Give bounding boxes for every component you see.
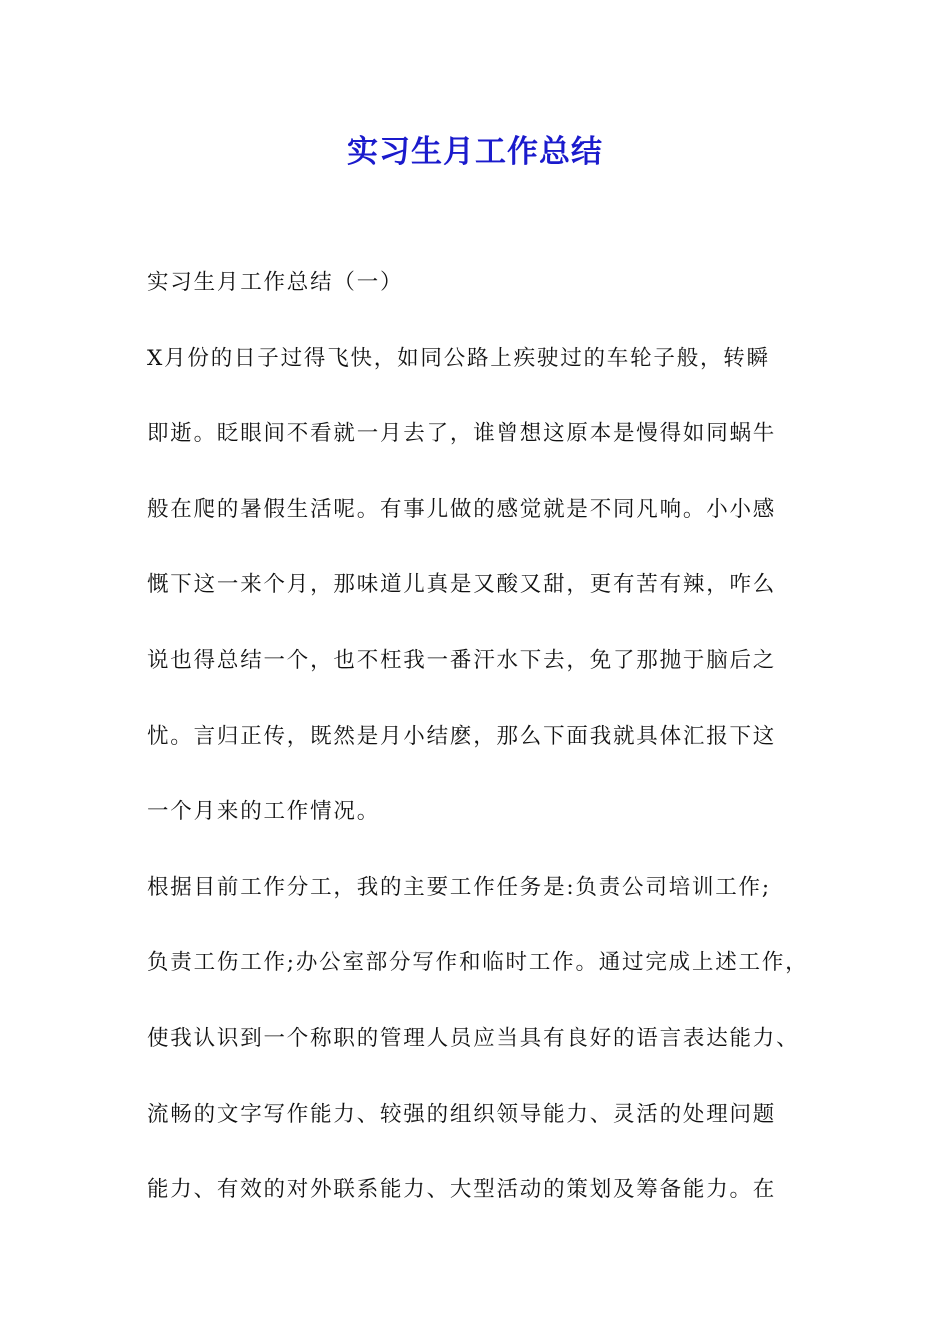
body-line: 慨下这一来个月，那味道儿真是又酸又甜，更有苦有辣，咋么	[147, 572, 777, 598]
body-line: 忧。言归正传，既然是月小结麽，那么下面我就具体汇报下这	[147, 723, 777, 749]
document-title: 实习生月工作总结	[347, 134, 603, 170]
body-line: 即逝。眨眼间不看就一月去了，谁曾想这原本是慢得如同蜗牛	[147, 421, 777, 447]
body-line: 负责工伤工作;办公室部分写作和临时工作。通过完成上述工作，	[147, 950, 809, 976]
body-line: 说也得总结一个，也不枉我一番汗水下去，免了那抛于脑后之	[147, 647, 777, 673]
body-line: 一个月来的工作情况。	[147, 799, 381, 825]
document-body	[147, 262, 827, 1245]
body-line: 流畅的文字写作能力、较强的组织领导能力、灵活的处理问题	[147, 1101, 777, 1127]
section-heading: 实习生月工作总结（一）	[147, 270, 404, 295]
body-line: X月份的日子过得飞快，如同公路上疾驶过的车轮子般，转瞬	[147, 345, 770, 371]
body-line: 使我认识到一个称职的管理人员应当具有良好的语言表达能力、	[147, 1025, 800, 1051]
body-line: 根据目前工作分工，我的主要工作任务是:负责公司培训工作;	[147, 874, 771, 900]
body-line: 能力、有效的对外联系能力、大型活动的策划及筹备能力。在	[147, 1177, 777, 1203]
body-line: 般在爬的暑假生活呢。有事儿做的感觉就是不同凡响。小小感	[147, 496, 777, 522]
